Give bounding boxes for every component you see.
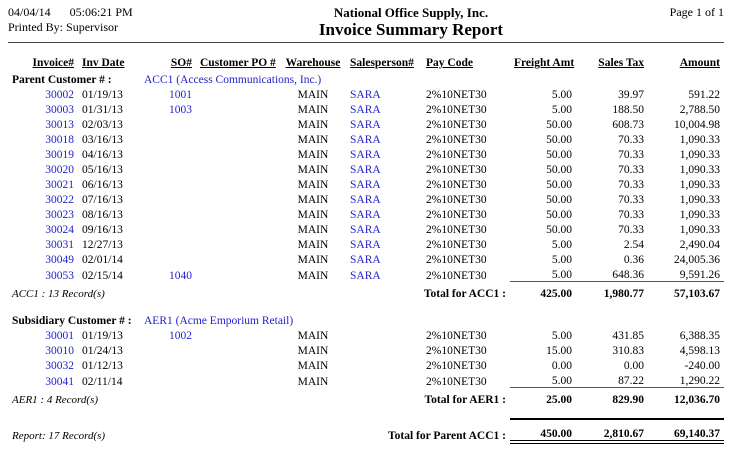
cell-pay_code: 2%10NET30 <box>426 239 487 251</box>
printed-by-value: Supervisor <box>66 20 119 34</box>
report-title: Invoice Summary Report <box>318 20 504 39</box>
cell-warehouse: MAIN <box>297 239 329 251</box>
cell-amount: 1,090.33 <box>679 224 720 236</box>
cell-salesperson <box>346 327 422 342</box>
salesperson-link[interactable]: SARA <box>350 179 381 191</box>
cell-warehouse: MAIN <box>297 224 329 236</box>
cell-amount: 1,090.33 <box>679 149 720 161</box>
cell-warehouse: MAIN <box>297 164 329 176</box>
record-count: Report: 17 Record(s) <box>12 430 106 442</box>
total-label: Total for ACC1 : <box>423 288 506 300</box>
cell-pay_code: 2%10NET30 <box>426 209 487 221</box>
cell-so <box>140 131 196 146</box>
salesperson-link[interactable]: SARA <box>350 89 381 101</box>
total-label: Total for AER1 : <box>424 394 506 406</box>
cell-so <box>140 191 196 206</box>
salesperson-link[interactable]: SARA <box>350 224 381 236</box>
total-freight-amt: 425.00 <box>510 282 576 301</box>
cell-inv_date: 05/16/13 <box>82 164 123 176</box>
invoice-row <box>8 342 724 357</box>
invoice-row <box>8 161 724 176</box>
invoice-row <box>8 206 724 221</box>
cell-inv_date: 01/31/13 <box>82 104 123 116</box>
page-number: Page 1 of 1 <box>669 5 724 19</box>
cell-so <box>140 236 196 251</box>
invoice-row <box>8 372 724 388</box>
cell-freight: 50.00 <box>546 224 572 236</box>
invoice-link[interactable]: 30031 <box>45 239 74 251</box>
invoice-row <box>8 86 724 101</box>
invoice-link[interactable]: 30023 <box>45 209 74 221</box>
cell-customer_po <box>196 146 280 161</box>
cell-warehouse: MAIN <box>297 149 329 161</box>
total-amount: 69,140.37 <box>648 419 724 442</box>
cell-customer_po <box>196 176 280 191</box>
cell-freight: 5.00 <box>551 254 572 266</box>
cell-sales_tax: 608.73 <box>612 119 644 131</box>
cell-sales_tax: 87.22 <box>618 375 644 387</box>
salesperson-link[interactable]: SARA <box>350 104 381 116</box>
cell-inv_date: 01/24/13 <box>82 345 123 357</box>
invoice-link[interactable]: 30032 <box>45 360 74 372</box>
invoice-row <box>8 266 724 282</box>
cell-warehouse: MAIN <box>297 269 329 282</box>
cell-inv_date: 02/15/14 <box>82 269 123 282</box>
cell-pay_code: 2%10NET30 <box>426 330 487 342</box>
cell-freight: 5.00 <box>551 330 572 342</box>
cell-inv_date: 02/03/13 <box>82 119 123 131</box>
cell-warehouse: MAIN <box>297 360 329 372</box>
cell-pay_code: 2%10NET30 <box>426 375 487 388</box>
cell-sales_tax: 70.33 <box>618 134 644 146</box>
column-header-inv-date: Inv Date <box>82 57 125 69</box>
invoice-link[interactable]: 30049 <box>45 254 74 266</box>
cell-freight: 50.00 <box>546 119 572 131</box>
cell-sales_tax: 648.36 <box>612 269 644 281</box>
cell-pay_code: 2%10NET30 <box>426 119 487 131</box>
cell-warehouse: MAIN <box>297 194 329 206</box>
cell-amount: 1,090.33 <box>679 164 720 176</box>
grand-total-row <box>8 419 724 442</box>
cell-sales_tax: 431.85 <box>612 330 644 342</box>
cell-so <box>140 372 196 388</box>
cell-amount: 1,290.22 <box>679 375 720 387</box>
cell-warehouse: MAIN <box>297 254 329 266</box>
cell-freight: 5.00 <box>551 269 572 281</box>
invoice-link[interactable]: 30041 <box>45 375 74 388</box>
invoice-link[interactable]: 30010 <box>45 345 74 357</box>
salesperson-link[interactable]: SARA <box>350 119 381 131</box>
cell-freight: 5.00 <box>551 104 572 116</box>
cell-inv_date: 03/16/13 <box>82 134 123 146</box>
cell-freight: 50.00 <box>546 149 572 161</box>
row-spacer <box>8 300 724 310</box>
cell-sales_tax: 0.36 <box>623 254 644 266</box>
cell-pay_code: 2%10NET30 <box>426 89 487 101</box>
cell-amount: 1,090.33 <box>679 209 720 221</box>
row-spacer <box>8 406 724 419</box>
cell-so <box>140 357 196 372</box>
customer-group-label: Parent Customer # : <box>12 74 112 86</box>
column-header-customer-po: Customer PO # <box>200 57 276 69</box>
cell-inv_date: 02/01/14 <box>82 254 123 266</box>
cell-customer_po <box>196 161 280 176</box>
total-amount: 12,036.70 <box>648 388 724 407</box>
cell-warehouse: MAIN <box>297 330 329 342</box>
customer-group-row <box>8 69 724 86</box>
cell-customer_po <box>196 86 280 101</box>
invoice-row <box>8 176 724 191</box>
cell-warehouse: MAIN <box>297 345 329 357</box>
invoice-row <box>8 116 724 131</box>
cell-customer_po <box>196 357 280 372</box>
report-table-body <box>8 69 724 442</box>
cell-freight: 15.00 <box>546 345 572 357</box>
cell-warehouse: MAIN <box>297 89 329 101</box>
cell-customer_po <box>196 101 280 116</box>
cell-pay_code: 2%10NET30 <box>426 269 487 282</box>
cell-sales_tax: 188.50 <box>612 104 644 116</box>
cell-warehouse: MAIN <box>297 119 329 131</box>
cell-inv_date: 04/16/13 <box>82 149 123 161</box>
salesperson-link[interactable]: SARA <box>350 149 381 161</box>
cell-amount: 1,090.33 <box>679 194 720 206</box>
invoice-row <box>8 146 724 161</box>
table-header <box>8 51 724 69</box>
cell-inv_date: 06/16/13 <box>82 179 123 191</box>
cell-so <box>140 146 196 161</box>
cell-freight: 5.00 <box>551 375 572 387</box>
salesperson-link[interactable]: SARA <box>350 164 381 176</box>
cell-customer_po <box>196 236 280 251</box>
invoice-row <box>8 357 724 372</box>
cell-sales_tax: 70.33 <box>618 209 644 221</box>
invoice-link[interactable]: 30022 <box>45 194 74 206</box>
company-name: National Office Supply, Inc. <box>333 5 489 20</box>
cell-customer_po <box>196 342 280 357</box>
cell-salesperson <box>346 372 422 388</box>
column-header-pay-code: Pay Code <box>426 57 473 69</box>
invoice-link[interactable]: 30021 <box>45 179 74 191</box>
cell-sales_tax: 70.33 <box>618 179 644 191</box>
cell-freight: 0.00 <box>551 360 572 372</box>
invoice-link[interactable]: 30053 <box>45 269 74 282</box>
cell-sales_tax: 70.33 <box>618 164 644 176</box>
cell-salesperson <box>346 342 422 357</box>
invoice-table <box>8 51 724 444</box>
cell-inv_date: 01/19/13 <box>82 89 123 101</box>
print-date: 04/04/14 <box>8 5 51 19</box>
cell-amount: 10,004.98 <box>674 119 720 131</box>
total-sales-tax: 2,810.67 <box>576 419 648 442</box>
cell-amount: 1,090.33 <box>679 179 720 191</box>
invoice-link[interactable]: 30013 <box>45 119 74 131</box>
invoice-row <box>8 131 724 146</box>
so-link[interactable]: 1040 <box>169 269 192 282</box>
salesperson-link[interactable]: SARA <box>350 134 381 146</box>
cell-customer_po <box>196 221 280 236</box>
report-titles <box>208 5 614 39</box>
printed-by-label: Printed By: <box>8 20 64 34</box>
cell-inv_date: 12/27/13 <box>82 239 123 251</box>
column-header-so: SO# <box>170 57 192 69</box>
cell-freight: 50.00 <box>546 179 572 191</box>
so-link[interactable]: 1001 <box>169 89 192 101</box>
total-sales-tax: 829.90 <box>576 388 648 407</box>
cell-pay_code: 2%10NET30 <box>426 134 487 146</box>
cell-amount: -240.00 <box>684 360 720 372</box>
cell-so <box>140 161 196 176</box>
cell-amount: 2,788.50 <box>679 104 720 116</box>
cell-customer_po <box>196 206 280 221</box>
customer-group-label: Subsidiary Customer # : <box>12 315 132 327</box>
salesperson-link[interactable]: SARA <box>350 194 381 206</box>
invoice-link[interactable]: 30003 <box>45 104 74 116</box>
cell-customer_po <box>196 251 280 266</box>
cell-so <box>140 342 196 357</box>
invoice-link[interactable]: 30019 <box>45 149 74 161</box>
cell-pay_code: 2%10NET30 <box>426 224 487 236</box>
cell-amount: 24,005.36 <box>674 254 720 266</box>
cell-amount: 4,598.13 <box>679 345 720 357</box>
invoice-link[interactable]: 30024 <box>45 224 74 236</box>
total-sales-tax: 1,980.77 <box>576 282 648 301</box>
total-freight-amt: 450.00 <box>510 419 576 442</box>
print-info <box>8 5 208 35</box>
cell-customer_po <box>196 131 280 146</box>
cell-customer_po <box>196 116 280 131</box>
invoice-link[interactable]: 30018 <box>45 134 74 146</box>
cell-so <box>140 206 196 221</box>
cell-sales_tax: 0.00 <box>623 360 644 372</box>
so-link[interactable]: 1003 <box>169 104 192 116</box>
cell-sales_tax: 310.83 <box>612 345 644 357</box>
customer-group-row <box>8 310 724 327</box>
cell-pay_code: 2%10NET30 <box>426 194 487 206</box>
cell-so <box>140 116 196 131</box>
cell-warehouse: MAIN <box>297 209 329 221</box>
column-header-amount: Amount <box>679 57 720 69</box>
cell-pay_code: 2%10NET30 <box>426 104 487 116</box>
cell-amount: 6,388.35 <box>679 330 720 342</box>
cell-sales_tax: 39.97 <box>618 89 644 101</box>
cell-customer_po <box>196 372 280 388</box>
page-header <box>8 5 724 39</box>
cell-customer_po <box>196 191 280 206</box>
cell-customer_po <box>196 266 280 282</box>
group-total-row <box>8 282 724 301</box>
cell-so <box>140 176 196 191</box>
cell-inv_date: 01/19/13 <box>82 330 123 342</box>
cell-warehouse: MAIN <box>297 375 329 388</box>
cell-pay_code: 2%10NET30 <box>426 345 487 357</box>
cell-so <box>140 251 196 266</box>
cell-inv_date: 01/12/13 <box>82 360 123 372</box>
salesperson-link[interactable]: SARA <box>350 209 381 221</box>
cell-freight: 50.00 <box>546 209 572 221</box>
cell-customer_po <box>196 327 280 342</box>
total-freight-amt: 25.00 <box>510 388 576 407</box>
cell-inv_date: 07/16/13 <box>82 194 123 206</box>
cell-sales_tax: 70.33 <box>618 224 644 236</box>
customer-link[interactable]: ACC1 (Access Communications, Inc.) <box>144 74 322 86</box>
invoice-row <box>8 327 724 342</box>
cell-freight: 50.00 <box>546 194 572 206</box>
total-amount: 57,103.67 <box>648 282 724 301</box>
cell-warehouse: MAIN <box>297 134 329 146</box>
cell-pay_code: 2%10NET30 <box>426 254 487 266</box>
invoice-link[interactable]: 30020 <box>45 164 74 176</box>
column-header-salesperson: Salesperson# <box>350 57 414 69</box>
cell-amount: 591.22 <box>688 89 720 101</box>
invoice-row <box>8 191 724 206</box>
cell-freight: 5.00 <box>551 239 572 251</box>
salesperson-link[interactable]: SARA <box>350 254 381 266</box>
so-link[interactable]: 1002 <box>169 330 192 342</box>
customer-link[interactable]: AER1 (Acme Emporium Retail) <box>144 315 294 327</box>
cell-amount: 1,090.33 <box>679 134 720 146</box>
invoice-link[interactable]: 30002 <box>45 89 74 101</box>
invoice-row <box>8 221 724 236</box>
record-count: ACC1 : 13 Record(s) <box>12 288 105 300</box>
cell-amount: 9,591.26 <box>679 269 720 281</box>
column-header-freight-amt: Freight Amt <box>514 57 575 69</box>
cell-warehouse: MAIN <box>297 104 329 116</box>
invoice-row <box>8 236 724 251</box>
cell-pay_code: 2%10NET30 <box>426 360 487 372</box>
total-label: Total for Parent ACC1 : <box>388 430 506 442</box>
cell-sales_tax: 70.33 <box>618 194 644 206</box>
invoice-row <box>8 101 724 116</box>
cell-pay_code: 2%10NET30 <box>426 179 487 191</box>
cell-freight: 50.00 <box>546 164 572 176</box>
print-time: 05:06:21 PM <box>69 5 133 19</box>
cell-sales_tax: 2.54 <box>623 239 644 251</box>
cell-amount: 2,490.04 <box>679 239 720 251</box>
cell-inv_date: 02/11/14 <box>82 375 123 388</box>
cell-pay_code: 2%10NET30 <box>426 164 487 176</box>
cell-so <box>140 221 196 236</box>
column-header-warehouse: Warehouse <box>285 57 341 69</box>
group-total-row <box>8 388 724 407</box>
invoice-link[interactable]: 30001 <box>45 330 74 342</box>
cell-salesperson <box>346 357 422 372</box>
cell-inv_date: 09/16/13 <box>82 224 123 236</box>
record-count: AER1 : 4 Record(s) <box>12 394 99 406</box>
cell-freight: 5.00 <box>551 89 572 101</box>
salesperson-link[interactable]: SARA <box>350 269 381 282</box>
salesperson-link[interactable]: SARA <box>350 239 381 251</box>
column-header-sales-tax: Sales Tax <box>598 57 644 69</box>
cell-freight: 50.00 <box>546 134 572 146</box>
cell-sales_tax: 70.33 <box>618 149 644 161</box>
invoice-row <box>8 251 724 266</box>
header-divider <box>8 42 724 43</box>
cell-warehouse: MAIN <box>297 179 329 191</box>
cell-inv_date: 08/16/13 <box>82 209 123 221</box>
cell-pay_code: 2%10NET30 <box>426 149 487 161</box>
column-header-invoice: Invoice# <box>32 57 74 69</box>
